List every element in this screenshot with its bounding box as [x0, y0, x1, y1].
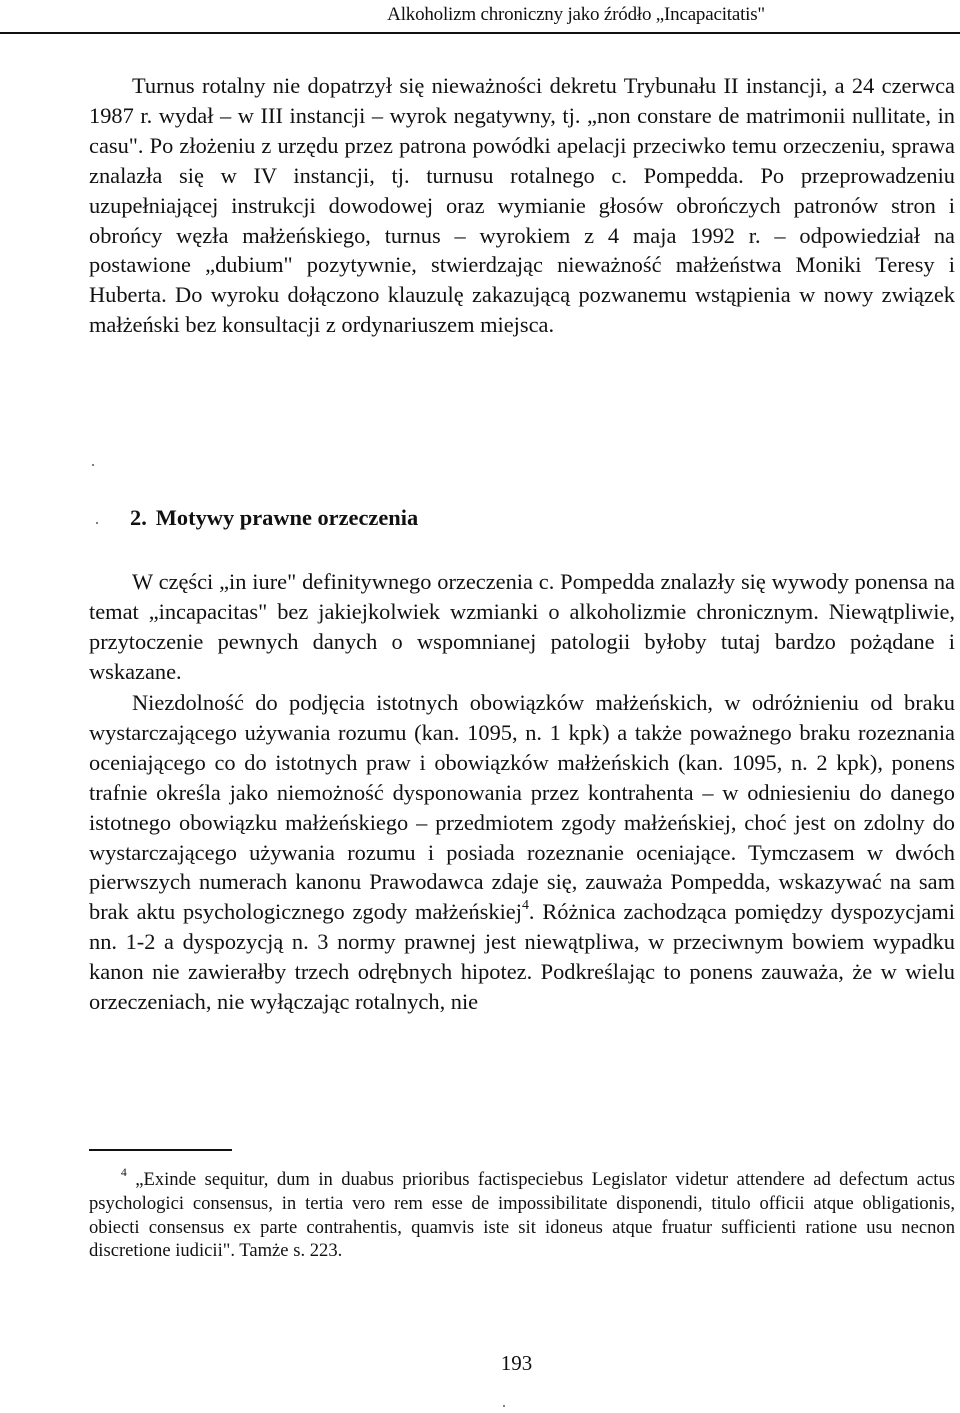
section-number: 2. — [130, 505, 147, 530]
paragraph-3-text-a: Niezdolność do podjęcia istotnych obowiązków małżeńskich, w odróżnieniu od braku wystarczającego używania rozumu (kan. 1095, n. 1 kpk) a także poważnego braku rozeznania oceniającego co do istotnych praw i obowiązków małżeńskich (kan. 1095, n. 2 kpk), ponens trafnie określa jako niemożność dysponowania przez kontrahenta – w odniesieniu do danego istotnego obowiązku małżeńskiego – przedmiotem zgody małżeńskiej, choć jest on zdolny do wystarczającego używania rozumu i posiada rozeznanie oceniające. Tymczasem w dwóch pierwszych numerach kanonu Prawodawca zdaje się, zauważa Pompedda, wskazywać na sam brak aktu psychologicznego zgody małżeńskiej — [89, 690, 955, 925]
footnote-text: „Exinde sequitur, dum in duabus prioribus factispeciebus Legislator videtur attendere ad defectum actus psychologici consensus, in tertia vero rem esse de impossibilitate disponendi, titulo officii atque obligationis, obiecti consensus ex parte contrahentis, quamvis iste sit idoneus atque fruatur sufficienti ratione usu necnon discretione iudicii". Tamże s. 223. — [89, 1169, 956, 1262]
paragraph-3-text — [89, 688, 955, 1017]
paragraph-2 — [89, 567, 955, 687]
scan-speck — [503, 1405, 505, 1407]
paragraph-3-text-b: . Różnica zachodząca pomiędzy dyspozycjami nn. 1-2 a dyspozycją n. 3 normy prawnej jest niewątpliwa, w przeciwnym bowiem wypadku kanon nie zawierałby trzech odrębnych hipotez. Podkreślając to ponens zauważa, że w wielu orzeczeniach, nie wyłączając rotalnych, nie — [89, 899, 955, 1015]
paragraph-2-text: W części „in iure" definitywnego orzeczenia c. Pompedda znalazły się wywody ponensa na temat „incapacitas" bez jakiejkolwiek wzmianki o alkoholizmie chronicznym. Niewątpliwie, przytoczenie pewnych danych o wspomnianej patologii byłoby tutaj bardzo pożądane i wskazane. — [89, 569, 955, 684]
header-rule — [0, 32, 960, 34]
footnote — [89, 1168, 955, 1263]
section-title: Motywy prawne orzeczenia — [155, 505, 419, 530]
section-heading — [130, 505, 418, 531]
running-header: Alkoholizm chroniczny jako źródło „Incapacitatis" — [387, 4, 765, 25]
footnote-marker: 4 — [121, 1167, 127, 1180]
paragraph-1 — [89, 71, 955, 340]
paragraph-3 — [89, 688, 955, 1017]
footnote-reference: 4 — [521, 897, 529, 913]
scan-speck — [92, 464, 94, 466]
footnote-rule — [89, 1149, 232, 1151]
page-number: 193 — [500, 1351, 533, 1375]
paragraph-1-text: Turnus rotalny nie dopatrzył się nieważności dekretu Trybunału II instancji, a 24 czerwca 1987 r. wydał – w III instancji – wyrok negatywny, tj. „non constare de matrimonii nullitate, in casu". Po złożeniu z urzędu przez patrona powódki apelacji przeciwko temu orzeczeniu, sprawa znalazła się w IV instancji, tj. turnusu rotalnego c. Pompedda. Po przeprowadzeniu uzupełniającej instrukcji dowodowej oraz wymianie głosów obrończych patronów stron i obrońcy węzła małżeńskiego, turnus – wyrokiem z 4 maja 1992 r. – odpowiedział na postawione „dubium" pozytywnie, stwierdzając nieważność małżeństwa Moniki Teresy i Huberta. Do wyroku dołączono klauzulę zakazującą pozwanemu wstąpienia w nowy związek małżeński bez konsultacji z ordynariuszem miejsca. — [89, 73, 955, 338]
scan-speck — [96, 522, 98, 524]
